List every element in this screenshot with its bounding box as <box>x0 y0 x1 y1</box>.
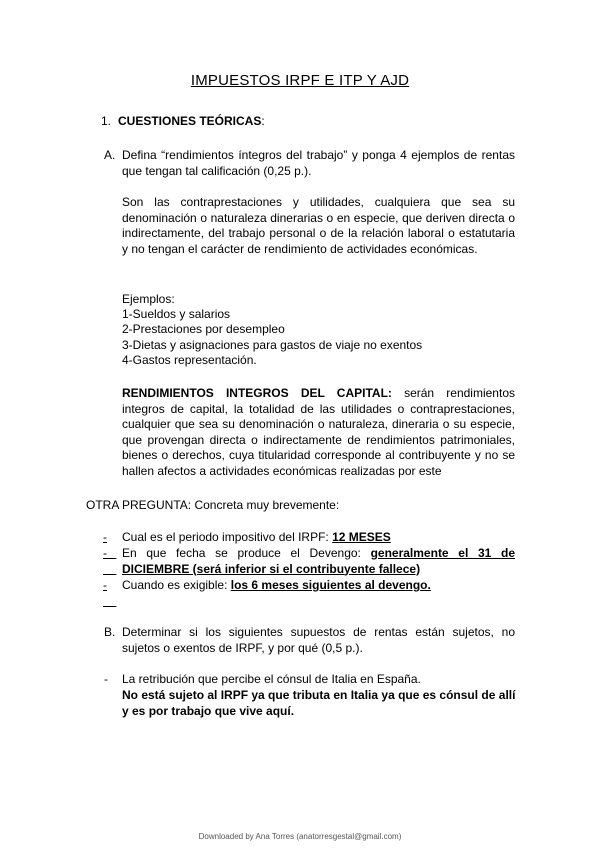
question-a-text: Defina “rendimientos íntegros del trabajo” y ponga 4 ejemplos de rentas que tengan tal calificación (0,25 p.). <box>122 148 515 178</box>
example-item-3: 3-Dietas y asignaciones para gastos de viaje no exentos <box>122 338 423 352</box>
example-item-1: 1-Sueldos y salarios <box>122 307 231 321</box>
question-a-letter: A. <box>104 148 116 162</box>
otra-pregunta-label: OTRA PREGUNTA: Concreta muy brevemente: <box>86 498 340 512</box>
examples-label: Ejemplos: <box>122 292 175 306</box>
capital-text: serán rendimientos integros de capital, la totalidad de las utilidades o contraprestaciones, cualquier que sea su denominación o naturaleza, dineraria o su especie, que provengan directa o indirectamente de rendimientos patrimoniales, bienes o derechos, cuya titularidad corresponde al contribuyente y no se hallen afectos a actividades económicas realizadas por este <box>122 386 515 478</box>
question-b-text: Determinar si los siguientes supuestos de rentas están sujetos, no sujetos o exentos de IRPF, y por qué (0,5 p.). <box>122 625 515 655</box>
otra-bullet-1: - <box>103 530 107 544</box>
capital-heading: RENDIMIENTOS INTEGROS DEL CAPITAL: <box>122 386 392 400</box>
example-item-2: 2-Prestaciones por desempleo <box>122 322 285 336</box>
answer-a-definition: Son las contraprestaciones y utilidades, cualquiera que sea su denominación o naturaleza dinerarias o en especie, que deriven directa o indirectamente, del trabajo personal o de la relación laboral o estatutaria y no tengan el carácter de rendimiento de actividades económicas. <box>122 195 515 256</box>
question-b-item: La retribución que percibe el cónsul de Italia en España. <box>122 672 421 686</box>
section-number: 1. <box>101 114 112 128</box>
otra-item-1: Cual es el periodo impositivo del IRPF: 12 MESES <box>122 530 391 544</box>
example-item-4: 4-Gastos representación. <box>122 353 257 367</box>
otra-item-3: Cuando es exigible: los 6 meses siguientes al devengo. <box>122 578 431 592</box>
otra-bullet-3: - <box>103 578 107 592</box>
otra-item-2: En que fecha se produce el Devengo: generalmente el 31 de DICIEMBRE (será inferior si el contribuyente fallece) <box>122 546 516 576</box>
otra-bullet-2: - <box>103 546 107 560</box>
otra-answer-1: 12 MESES <box>332 530 391 544</box>
download-footer: Downloaded by Ana Torres (anatorresgestal@gmail.com) <box>198 832 402 841</box>
document-title: IMPUESTOS IRPF E ITP Y AJD <box>190 72 410 89</box>
section-heading: CUESTIONES TEÓRICAS: <box>118 114 265 128</box>
capital-paragraph <box>122 386 515 479</box>
otra-answer-3: los 6 meses siguientes al devengo. <box>230 578 431 592</box>
question-b-answer: No está sujeto al IRPF ya que tributa en Italia ya que es cónsul de allí y es por trabajo que vive aquí. <box>122 688 516 718</box>
question-b-letter: B. <box>104 625 116 639</box>
otra-answer-2: generalmente el 31 de DICIEMBRE (será inferior si el contribuyente fallece) <box>122 546 516 576</box>
question-b-bullet: - <box>104 672 108 686</box>
